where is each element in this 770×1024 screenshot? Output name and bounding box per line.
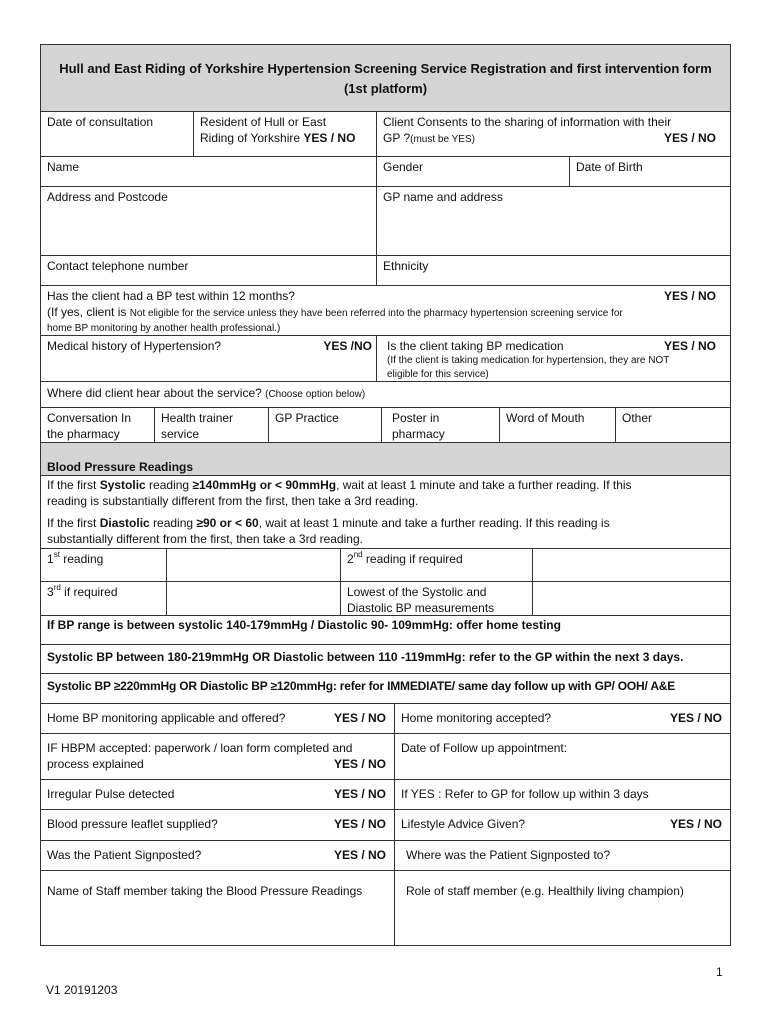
signposted-label: Was the Patient Signposted?: [47, 848, 202, 862]
systolic-range: ≥140mmHg or < 90mmHg: [192, 478, 337, 492]
option-other[interactable]: [615, 407, 731, 443]
ethnicity-field[interactable]: [376, 255, 731, 286]
option-conversation-line1: Conversation In: [47, 411, 132, 425]
option-gp-practice-line1: GP Practice: [275, 411, 339, 425]
guidance-home-testing-text: If BP range is between systolic 140-179mmHg / Diastolic 90- 109mmHg: offer home testing: [47, 618, 561, 632]
bp-test-note-2: home BP monitoring by another health professional.): [47, 323, 281, 334]
systolic-post2: reading is substantially different from the first, then take a 3rd reading.: [47, 494, 419, 508]
bp-instructions: [40, 475, 731, 549]
first-reading-sup: st: [53, 550, 60, 559]
gender-field[interactable]: [376, 156, 570, 187]
second-reading-label-cell: [340, 548, 533, 582]
lifestyle-field[interactable]: [394, 809, 731, 841]
pulse-field[interactable]: [40, 779, 395, 810]
phone-label: Contact telephone number: [47, 259, 189, 273]
medication-yes-no[interactable]: YES / NO: [663, 339, 716, 353]
gp-name-label: GP name and address: [383, 190, 503, 204]
leaflet-label: Blood pressure leaflet supplied?: [47, 817, 218, 831]
bp-test-yes-no[interactable]: YES / NO: [663, 289, 716, 303]
option-health-trainer[interactable]: [154, 407, 269, 443]
option-poster-line1: Poster in: [392, 411, 440, 425]
third-reading-sup: rd: [53, 583, 61, 592]
name-label: Name: [47, 160, 80, 174]
consent-label-1: Client Consents to the sharing of information with their: [383, 115, 672, 129]
followup-date-label: Date of Follow up appointment:: [401, 741, 568, 755]
bp-test-question: Has the client had a BP test within 12 months?: [47, 289, 295, 303]
where-heard-row: [40, 381, 731, 408]
home-accepted-label: Home monitoring accepted?: [401, 711, 552, 725]
bp-test-note: Not eligible for the service unless they have been referred into the pharmacy hypertension screening service for: [129, 308, 623, 319]
medication-field[interactable]: [376, 335, 731, 382]
home-bp-yes-no[interactable]: YES / NO: [333, 711, 386, 725]
signposted-to-label: Where was the Patient Signposted to?: [406, 848, 611, 862]
option-word-of-mouth[interactable]: [499, 407, 616, 443]
medication-label: Is the client taking BP medication: [387, 339, 564, 353]
home-bp-label: Home BP monitoring applicable and offered?: [47, 711, 286, 725]
guidance-refer-gp-text: Systolic BP between 180-219mmHg OR Diastolic between 110 -119mmHg: refer to the GP within the next 3 days.: [47, 650, 684, 664]
lowest-label-1: Lowest of the Systolic and: [347, 585, 487, 599]
date-of-birth-field[interactable]: [569, 156, 731, 187]
page-number: 1: [716, 965, 723, 979]
diastolic-post2: substantially different from the first, then take a 3rd reading.: [47, 532, 363, 546]
address-label: Address and Postcode: [47, 190, 168, 204]
form-title: Hull and East Riding of Yorkshire Hypertension Screening Service Registration and first intervention form: [59, 61, 712, 76]
where-heard-note: (Choose option below): [265, 389, 366, 400]
option-poster[interactable]: [381, 407, 500, 443]
history-label: Medical history of Hypertension?: [47, 339, 222, 353]
home-accepted-field[interactable]: [394, 703, 731, 734]
bp-test-field[interactable]: [40, 285, 731, 336]
lowest-label-cell: [340, 581, 533, 616]
systolic-pre: If the first: [47, 478, 100, 492]
first-reading-num: 1: [47, 552, 54, 566]
signposted-field[interactable]: [40, 840, 395, 871]
date-of-consultation-label: Date of consultation: [47, 115, 154, 129]
date-of-consultation-field[interactable]: [40, 111, 194, 157]
home-bp-field[interactable]: [40, 703, 395, 734]
signposted-yes-no[interactable]: YES / NO: [333, 848, 386, 862]
diastolic-range: ≥90 or < 60: [196, 516, 259, 530]
third-reading-input[interactable]: [166, 581, 341, 616]
hbpm-label-2: process explained: [47, 757, 144, 771]
option-health-trainer-line2: service: [161, 427, 200, 441]
history-field[interactable]: [40, 335, 377, 382]
hbpm-yes-no[interactable]: YES / NO: [333, 757, 386, 771]
resident-field[interactable]: [193, 111, 377, 157]
option-conversation[interactable]: [40, 407, 155, 443]
date-of-birth-label: Date of Birth: [576, 160, 643, 174]
systolic-term: Systolic: [99, 478, 146, 492]
name-field[interactable]: [40, 156, 377, 187]
medication-note-1: (If the client is taking medication for hypertension, they are NOT: [387, 355, 670, 366]
lowest-label-2: Diastolic BP measurements: [347, 601, 495, 615]
consent-yes-no[interactable]: YES / NO: [663, 131, 716, 145]
second-reading-input[interactable]: [532, 548, 731, 582]
diastolic-mid: reading: [149, 516, 197, 530]
consent-note: (must be YES): [410, 134, 475, 145]
option-word-of-mouth-line1: Word of Mouth: [506, 411, 585, 425]
version-label: V1 20191203: [46, 983, 118, 997]
bp-readings-heading-text: Blood Pressure Readings: [47, 460, 194, 474]
ethnicity-label: Ethnicity: [383, 259, 429, 273]
leaflet-yes-no[interactable]: YES / NO: [333, 817, 386, 831]
pulse-yes-no[interactable]: YES / NO: [333, 787, 386, 801]
phone-field[interactable]: [40, 255, 377, 286]
resident-yes-no[interactable]: YES / NO: [303, 131, 356, 145]
option-poster-line2: pharmacy: [392, 427, 445, 441]
systolic-mid: reading: [145, 478, 193, 492]
home-accepted-yes-no[interactable]: YES / NO: [669, 711, 722, 725]
guidance-immediate-text: Systolic BP ≥220mmHg OR Diastolic BP ≥120mmHg: refer for IMMEDIATE/ same day follow up with GP/ OOH/ A&E: [47, 679, 676, 693]
medication-note-2: eligible for this service): [387, 369, 489, 380]
option-health-trainer-line1: Health trainer: [161, 411, 234, 425]
leaflet-field[interactable]: [40, 809, 395, 841]
guidance-refer-gp: [40, 644, 731, 674]
lifestyle-label: Lifestyle Advice Given?: [401, 817, 526, 831]
form-subtitle: (1st platform): [343, 81, 428, 96]
guidance-immediate: [40, 673, 731, 704]
signposted-to-field[interactable]: [394, 840, 731, 871]
resident-label-2: Riding of Yorkshire: [200, 131, 301, 145]
where-heard-question: Where did client hear about the service?: [47, 386, 266, 400]
resident-label-1: Resident of Hull or East: [200, 115, 327, 129]
third-reading-label-cell: [40, 581, 167, 616]
third-reading-text: if required: [60, 585, 118, 599]
lowest-input[interactable]: [532, 581, 731, 616]
staff-name-field[interactable]: [40, 870, 395, 946]
hbpm-label-1: IF HBPM accepted: paperwork / loan form completed and: [47, 741, 353, 755]
bp-test-note-prefix: (If yes, client is: [47, 305, 130, 319]
second-reading-num: 2: [347, 552, 354, 566]
staff-role-label: Role of staff member (e.g. Healthily living champion): [406, 884, 684, 898]
staff-role-field[interactable]: [394, 870, 731, 946]
pulse-label: Irregular Pulse detected: [47, 787, 175, 801]
address-field[interactable]: [40, 186, 377, 256]
first-reading-input[interactable]: [166, 548, 341, 582]
staff-name-label: Name of Staff member taking the Blood Pressure Readings: [47, 884, 363, 898]
diastolic-term: Diastolic: [99, 516, 150, 530]
option-conversation-line2: the pharmacy: [47, 427, 120, 441]
second-reading-text: reading if required: [362, 552, 463, 566]
second-reading-sup: nd: [353, 550, 363, 559]
history-yes-no[interactable]: YES /NO: [323, 339, 372, 353]
first-reading-text: reading: [59, 552, 104, 566]
form-header: [40, 44, 731, 112]
option-other-line1: Other: [622, 411, 653, 425]
third-reading-num: 3: [47, 585, 54, 599]
followup-date-field[interactable]: [394, 733, 731, 780]
first-reading-label-cell: [40, 548, 167, 582]
guidance-home-testing: [40, 615, 731, 645]
hbpm-field[interactable]: [40, 733, 395, 780]
diastolic-post1: , wait at least 1 minute and take a further reading. If this reading is: [258, 516, 610, 530]
systolic-post1: , wait at least 1 minute and take a further reading. If this: [336, 478, 632, 492]
gender-label: Gender: [383, 160, 424, 174]
gp-name-field[interactable]: [376, 186, 731, 256]
pulse-refer-cell: [394, 779, 731, 810]
consent-field[interactable]: [376, 111, 731, 157]
diastolic-pre: If the first: [47, 516, 100, 530]
pulse-refer-text: If YES : Refer to GP for follow up within 3 days: [401, 787, 649, 801]
lifestyle-yes-no[interactable]: YES / NO: [669, 817, 722, 831]
option-gp-practice[interactable]: [268, 407, 382, 443]
consent-label-2: GP ?: [383, 131, 411, 145]
bp-readings-heading: [40, 442, 731, 476]
